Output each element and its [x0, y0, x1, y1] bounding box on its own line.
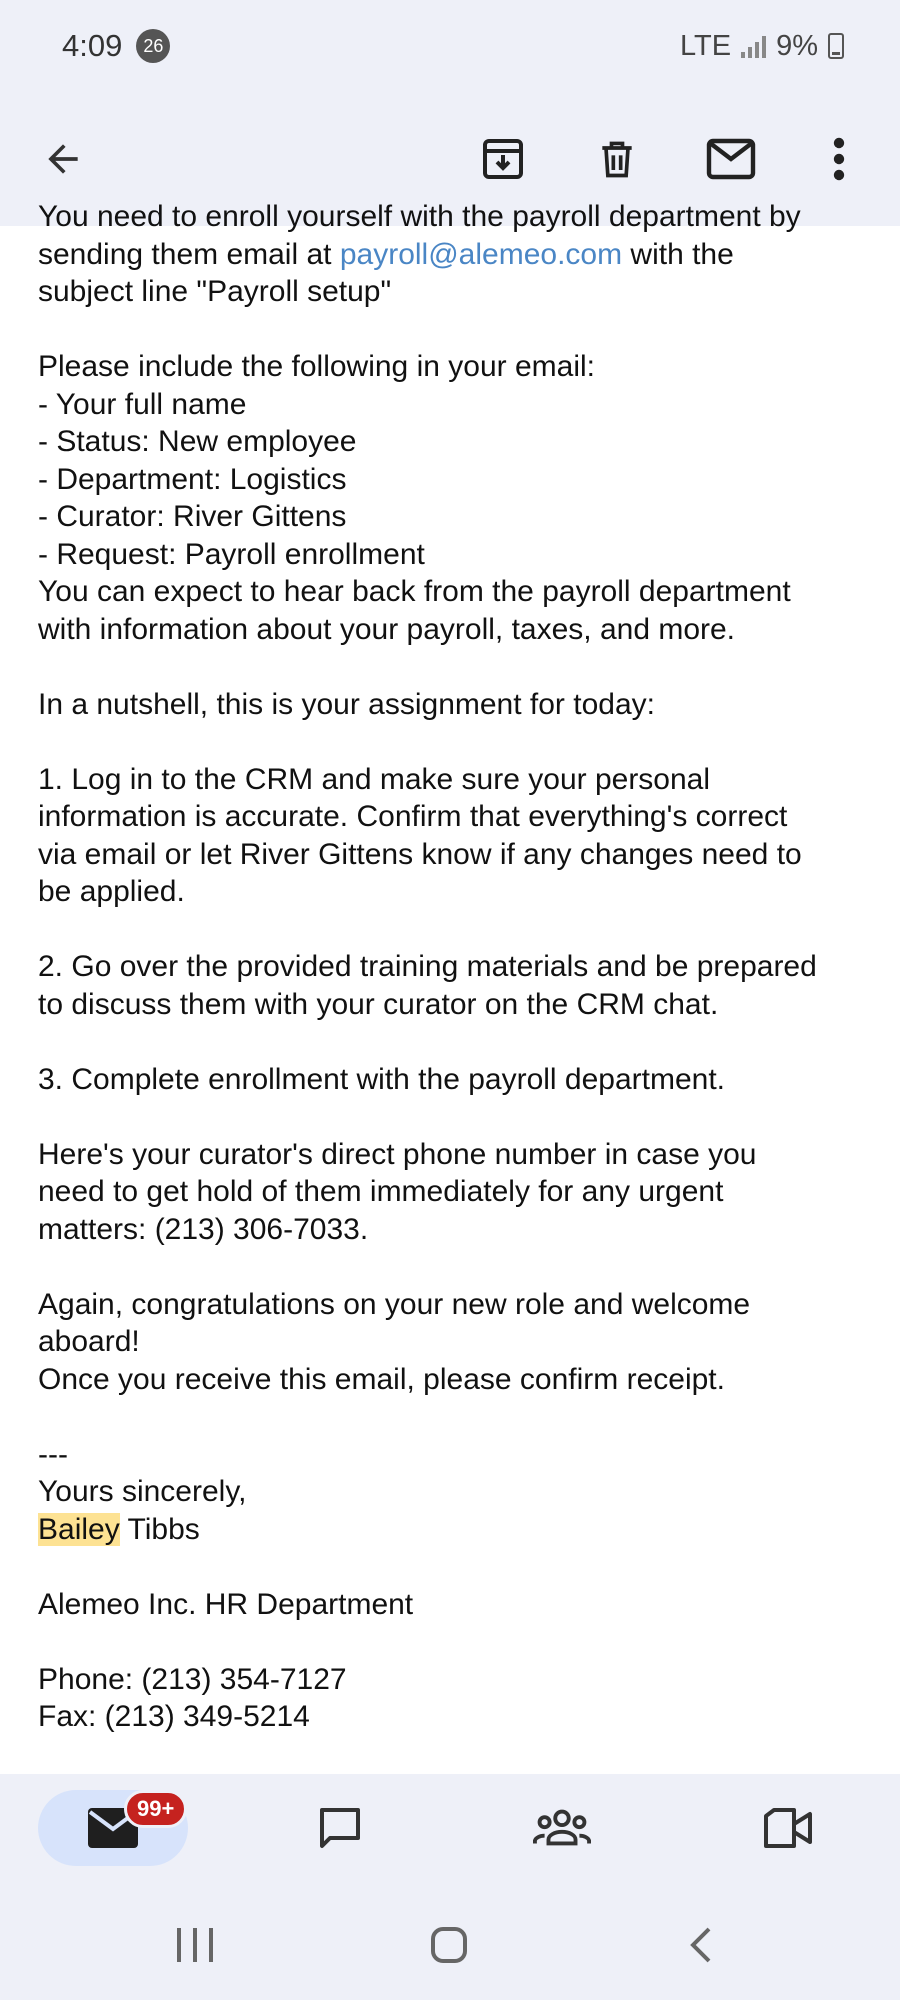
notification-count-badge: 26 — [136, 29, 170, 63]
meet-icon — [762, 1808, 814, 1848]
archive-button[interactable] — [470, 126, 536, 192]
signature-last-name: Tibbs — [119, 1512, 200, 1546]
email-line: - Request: Payroll enrollment — [38, 537, 425, 571]
signature-first-name: Bailey — [38, 1512, 120, 1546]
more-options-button[interactable] — [806, 126, 872, 192]
email-line: - Your full name — [38, 387, 247, 421]
email-line-suffix: with the — [622, 237, 734, 271]
email-line: need to get hold of them immediately for any urgent — [38, 1175, 724, 1208]
email-line — [38, 311, 878, 349]
home-icon — [429, 1925, 469, 1965]
email-text — [38, 198, 878, 1736]
email-line — [38, 1098, 878, 1136]
network-type: LTE — [680, 29, 732, 62]
back-icon — [687, 1925, 713, 1965]
email-line — [38, 1248, 878, 1286]
email-line — [38, 1023, 878, 1061]
recents-icon — [175, 1926, 215, 1964]
email-line — [38, 648, 878, 686]
email-line: Phone: (213) 354-7127 — [38, 1662, 347, 1696]
chat-icon — [315, 1804, 365, 1852]
nav-meet[interactable] — [748, 1790, 828, 1866]
email-line: 2. Go over the provided training materials and be prepared — [38, 950, 817, 983]
email-line — [38, 911, 878, 949]
archive-icon — [479, 135, 527, 183]
email-line: Please include the following in your email: — [38, 350, 595, 383]
signal-icon — [741, 34, 766, 58]
recents-button[interactable] — [170, 1920, 220, 1970]
email-line: 3. Complete enrollment with the payroll department. — [38, 1062, 726, 1096]
email-line: In a nutshell, this is your assignment for today: — [38, 687, 655, 721]
email-body — [0, 200, 900, 1774]
status-right — [680, 30, 844, 63]
email-line: subject line "Payroll setup" — [38, 275, 392, 308]
email-line: be applied. — [38, 875, 185, 908]
email-line: - Status: New employee — [38, 425, 357, 458]
email-line — [38, 1623, 878, 1661]
email-line: Fax: (213) 349-5214 — [38, 1700, 310, 1733]
trash-icon — [595, 135, 639, 183]
email-line: 1. Log in to the CRM and make sure your personal — [38, 762, 711, 796]
bottom-nav — [0, 1774, 900, 1894]
nav-spaces[interactable] — [522, 1790, 602, 1866]
status-left — [62, 28, 170, 64]
email-line: You can expect to hear back from the payroll department — [38, 575, 791, 608]
email-line: Once you receive this email, please confirm receipt. — [38, 1362, 725, 1396]
email-line: You need to enroll yourself with the payroll department by — [38, 200, 801, 233]
status-time: 4:09 — [62, 28, 123, 63]
mark-unread-button[interactable] — [698, 126, 764, 192]
email-line — [38, 1398, 878, 1436]
nav-chat[interactable] — [300, 1790, 380, 1866]
email-line: with information about your payroll, taxes, and more. — [38, 612, 736, 646]
system-back-button[interactable] — [680, 1920, 720, 1970]
email-line — [38, 1548, 878, 1586]
system-nav — [0, 1894, 900, 2000]
signature-name — [38, 1511, 878, 1549]
email-line: - Department: Logistics — [38, 462, 347, 496]
email-line: aboard! — [38, 1325, 140, 1358]
email-line — [38, 723, 878, 761]
email-line: via email or let River Gittens know if any changes need to — [38, 837, 802, 871]
mail-unread-badge: 99+ — [124, 1790, 187, 1828]
spaces-icon — [533, 1808, 591, 1848]
email-line: to discuss them with your curator on the CRM chat. — [38, 987, 719, 1021]
email-line: matters: (213) 306-7033. — [38, 1212, 369, 1246]
email-line: --- — [38, 1437, 68, 1471]
email-line-text: sending them email at — [38, 237, 340, 271]
email-line: Again, congratulations on your new role and welcome — [38, 1287, 751, 1321]
email-line: Here's your curator's direct phone number in case you — [38, 1137, 757, 1171]
status-bar — [0, 0, 900, 92]
payroll-email-link[interactable]: payroll@alemeo.com — [339, 237, 623, 271]
battery-percent: 9% — [776, 29, 818, 62]
mail-icon — [705, 137, 757, 181]
delete-button[interactable] — [584, 126, 650, 192]
more-vert-icon — [831, 137, 847, 181]
home-button[interactable] — [424, 1920, 474, 1970]
email-line: - Curator: River Gittens — [38, 500, 347, 533]
back-button[interactable] — [30, 126, 96, 192]
battery-icon — [828, 33, 844, 59]
email-line: Alemeo Inc. HR Department — [38, 1587, 414, 1621]
email-line: Yours sincerely, — [38, 1475, 247, 1508]
email-line: information is accurate. Confirm that everything's correct — [38, 800, 788, 833]
email-line — [38, 236, 878, 274]
arrow-left-icon — [41, 137, 85, 181]
